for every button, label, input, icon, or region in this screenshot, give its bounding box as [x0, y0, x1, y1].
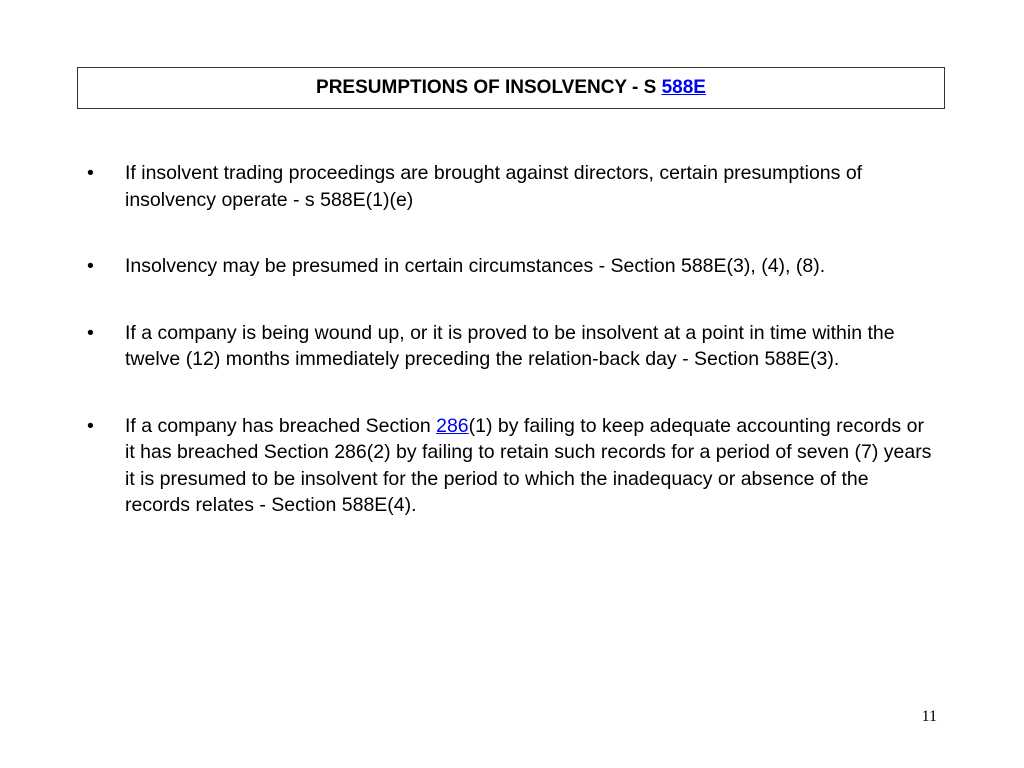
bullet-item — [87, 320, 937, 373]
bullet-marker: • — [87, 255, 94, 277]
bullet-item — [87, 253, 937, 280]
bullet-text: If insolvent trading proceedings are brought against directors, certain presumptions of insolvency operate - s 588E(1)(e) — [125, 162, 863, 211]
bullet-marker: • — [87, 414, 94, 437]
bullet-text — [125, 415, 931, 517]
bullet-list — [87, 160, 937, 559]
bullet-text: If a company is being wound up, or it is proved to be insolvent at a point in time within the twelve (12) months immediately preceding the relation-back day - Section 588E(3). — [125, 321, 895, 370]
bullet-item — [87, 160, 937, 213]
slide-title-box — [77, 67, 945, 109]
slide-title-prefix: PRESUMPTIONS OF INSOLVENCY - S — [316, 77, 662, 98]
bullet-text-before-link: If a company has breached Section — [125, 414, 437, 437]
bullet-text: Insolvency may be presumed in certain circumstances - Section 588E(3), (4), (8). — [125, 255, 826, 277]
section-588e-link[interactable]: 588E — [661, 77, 706, 98]
bullet-marker: • — [87, 162, 94, 184]
section-286-link[interactable]: 286 — [436, 414, 469, 437]
page-number: 11 — [921, 708, 937, 725]
slide-title — [316, 77, 706, 99]
bullet-marker: • — [87, 321, 94, 344]
bullet-item — [87, 413, 937, 519]
bullet-text-after-link: (1) by failing to keep adequate accounting records or it has breached Section 286(2) by failing to retain such records for a period of seven (7) years it is presumed to be insolvent for the period to which the inadequacy or absence of the records relates - Section 588E(4). — [125, 414, 932, 516]
